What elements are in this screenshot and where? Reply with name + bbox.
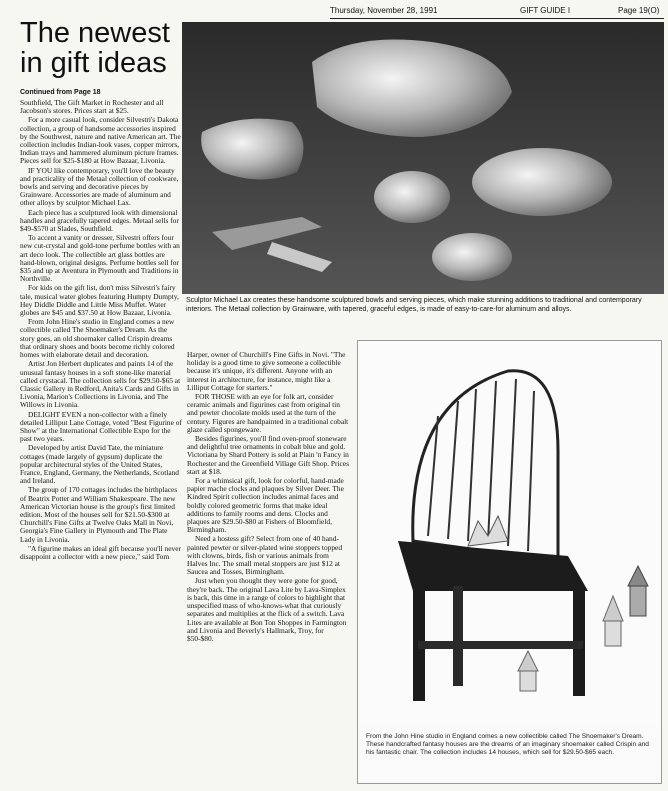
paragraph: Harper, owner of Churchill's Fine Gifts in Novi. "The holiday is a good time to give someone a collectible because it's unique, it's different. Anyone with an interest in architecture, for instance, might like a Lilliput Cottage for starters.": [187, 351, 346, 392]
column-1: [20, 99, 182, 789]
column-2: [187, 351, 349, 789]
paragraph: IF YOU like contemporary, you'll love the beauty and practicality of the Metaal collection of cookware, bowls and serving and decorative pieces by Grainware. Accessories are made of aluminum and other alloys by sculptor Michael Lax.: [20, 165, 179, 208]
photo-caption-2: From the John Hine studio in England comes a new collectible called The Shoemaker's Dream. These handcrafted fantasy houses are the dreams of an imaginary shoemaker called Crispin and his fantastic chair. The collection includes 14 houses, which sell for $29.50-$65 each.: [366, 733, 649, 756]
bowls-photo-icon: [182, 22, 664, 294]
paragraph: To accent a vanity or dresser, Silvestri offers four new cut-crystal and gold-tone perfume bottles with an art deco look. The collectible art glass bottles are hand-blown, original designs. Perfume bottles sell for $35 and up at Aventura in Plymouth and Traditions in Northville.: [20, 233, 180, 284]
paragraph: Each piece has a sculptured look with dimensional handles and gracefully tapered edges. Metaal sells for $49-$570 at Slades, Southfield.: [20, 207, 179, 234]
paragraph: From John Hine's studio in England comes a new collectible called The Shoemaker's Dream. As the story goes, an old shoemaker called Crispin dreams that ordinary shoes and boots become richly colored homes with elaborate detail and decoration.: [20, 317, 175, 360]
shoemaker-photo-box: [357, 340, 662, 784]
page-header: [330, 6, 664, 19]
paragraph: For kids on the gift list, don't miss Silvestri's fairy tale, musical water globes featuring Humpty Dumpty, Hey Diddle Diddle and Little Miss Muffet. Water globes are $45 and $37.50 at How Bazaar, Livonia.: [20, 283, 179, 318]
header-page: Page 19(O): [618, 6, 660, 15]
continued-note: Continued from Page 18: [20, 89, 101, 96]
paragraph: "A figurine makes an ideal gift because you'll never disappoint a collector with a new piece," said Tom: [20, 543, 181, 561]
paragraph: Southfield, The Gift Market in Rochester and all Jacobson's stores. Prices start at $25.: [20, 99, 164, 116]
chair-photo-icon: [358, 341, 661, 726]
paragraph: Besides figurines, you'll find oven-proof stoneware and delightful tree ornaments in cobalt blue and gold. Victoriana by Shard Pottery is sold at Plain 'n Fancy in Rochester and the Greenfield Village Gift Shop. Prices start at $18.: [187, 434, 349, 476]
paragraph: Need a hostess gift? Select from one of 40 hand-painted pewter or silver-plated wine stoppers topped with clowns, birds, fish or various animals from Halves Inc. The small metal stoppers are just $12 at Saucea and Tosses, Birmingham.: [187, 534, 343, 577]
paragraph: Developed by artist David Tate, the miniature cottages (made largely of gypsum) duplicate the popular architectural styles of the United States, France, England, Germany, the Netherlands, Scotland and Ireland.: [20, 443, 179, 486]
shoemaker-chair-photo: [358, 341, 661, 726]
paragraph: FOR THOSE with an eye for folk art, consider ceramic animals and figurines cast from original tin and pewter chocolate molds used at the turn of the century. Figures are handpainted in a traditional cobalt glaze called spongeware.: [187, 392, 349, 434]
header-section: GIFT GUIDE I: [520, 6, 571, 15]
paragraph: Just when you thought they were gone for good, they're back. The original Lava Lite by Lava-Simplex is back, this time in a range of colors to highlight that unspecified mass of who-knows-what that curiously separates and multiplies at the flick of a switch. Lava Lites are available at Bon Ton Shoppes in Farmington and Livonia and Beverly's Hallmark, Troy, for $50-$80.: [187, 576, 347, 643]
photo-caption-1: Sculptor Michael Lax creates these handsome sculptured bowls and serving pieces, which make stunning additions to traditional and contemporary interiors. The Metaal collection by Grainware, with tapered, graceful edges, is made of easy-to-care-for aluminum and alloys.: [186, 297, 642, 313]
paragraph: DELIGHT EVEN a non-collector with a finely detailed Lilliput Lane Cottage, voted "Best Figurine of Show" at the International Collectible Expo for the past two years.: [20, 409, 182, 444]
paragraph: For a more casual look, consider Silvestri's Dakota collection, a group of handsome accessories inspired by the Southwest, nature and native American art. The collection includes Indian-look vases, copper mirrors, Indian trays and hammered aluminum picture frames. Pieces sell for $25-$180 at How Bazaar, Livonia.: [20, 115, 181, 166]
metaal-bowls-photo: [182, 22, 664, 294]
paragraph: The group of 170 cottages includes the birthplaces of Beatrix Potter and William Shakespeare. The new American Victorian house is the group's first limited edition. Most of the houses sell for $21.50-$300 at Churchill's Fine Gifts at Twelve Oaks Mall in Novi, Georgia's Fine Gallery in Plymouth and The Plate Lady in Livonia.: [20, 485, 178, 544]
paragraph: For a whimsical gift, look for colorful, hand-made papier mache clocks and plaques by Silver Deer. The Kindred Spirit collection includes animal faces and boldly colored geometric forms that make ideal additions to family rooms and dens. Clocks and plaques are $29.50-$80 at Fishers of Bloomfield, Birmingham.: [187, 476, 344, 535]
header-date: Thursday, November 28, 1991: [330, 6, 438, 15]
paragraph: Artist Jon Herbert duplicates and paints 14 of the unusual fantasy houses in a soft stone-like material called crystacal. The collection sells for $29.50-$65 at Classic Gallery in Redford, Anita's Cards and Gifts in Livonia, Marion's Collections in Livonia, and The Willows in Livonia.: [20, 359, 181, 410]
headline: The newest in gift ideas: [20, 17, 170, 79]
